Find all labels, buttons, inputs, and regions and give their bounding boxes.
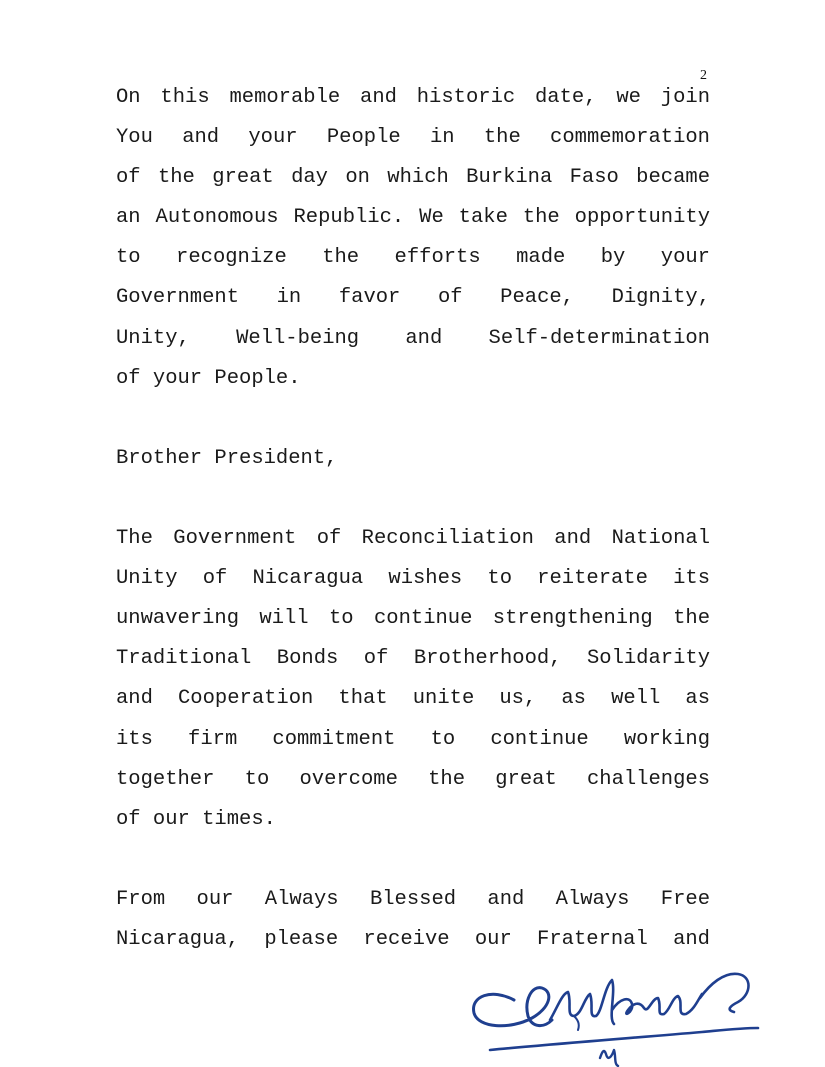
text-line: unwavering will to continue strengthening the (116, 607, 710, 631)
text-line: of our times. (116, 807, 276, 831)
text-line: Government in favor of Peace, Dignity, (116, 286, 710, 310)
text-line: On this memorable and historic date, we join (116, 86, 710, 109)
paragraph-commitment (116, 519, 710, 840)
text-line: of the great day on which Burkina Faso became (116, 166, 710, 190)
text-line: together to overcome the great challenges (116, 767, 710, 791)
text-line: Brother President, (116, 446, 338, 470)
text-line: The Government of Reconciliation and National (116, 527, 710, 551)
text-line: to recognize the efforts made by your (116, 246, 710, 270)
text-line: You and your People in the commemoration (116, 126, 710, 150)
text-line: Traditional Bonds of Brotherhood, Solidarity (116, 647, 710, 671)
signature-ink (474, 974, 758, 1066)
text-line: an Autonomous Republic. We take the opportunity (116, 206, 710, 230)
paragraph-salutation (116, 439, 710, 479)
text-line: From our Always Blessed and Always Free (116, 887, 710, 911)
handwritten-signature (462, 958, 772, 1067)
text-line: Nicaragua, please receive our Fraternal and (116, 927, 710, 951)
paragraph-closing (116, 880, 710, 960)
text-line: of your People. (116, 366, 301, 390)
page-number: 2 (700, 68, 707, 83)
text-line: and Cooperation that unite us, as well as (116, 687, 710, 711)
text-line: Unity of Nicaragua wishes to reiterate its (116, 567, 710, 591)
text-line: its firm commitment to continue working (116, 727, 710, 751)
text-line: Unity, Well-being and Self-determination (116, 326, 710, 350)
paragraph-greeting (116, 78, 710, 399)
letter-body (116, 78, 710, 1000)
